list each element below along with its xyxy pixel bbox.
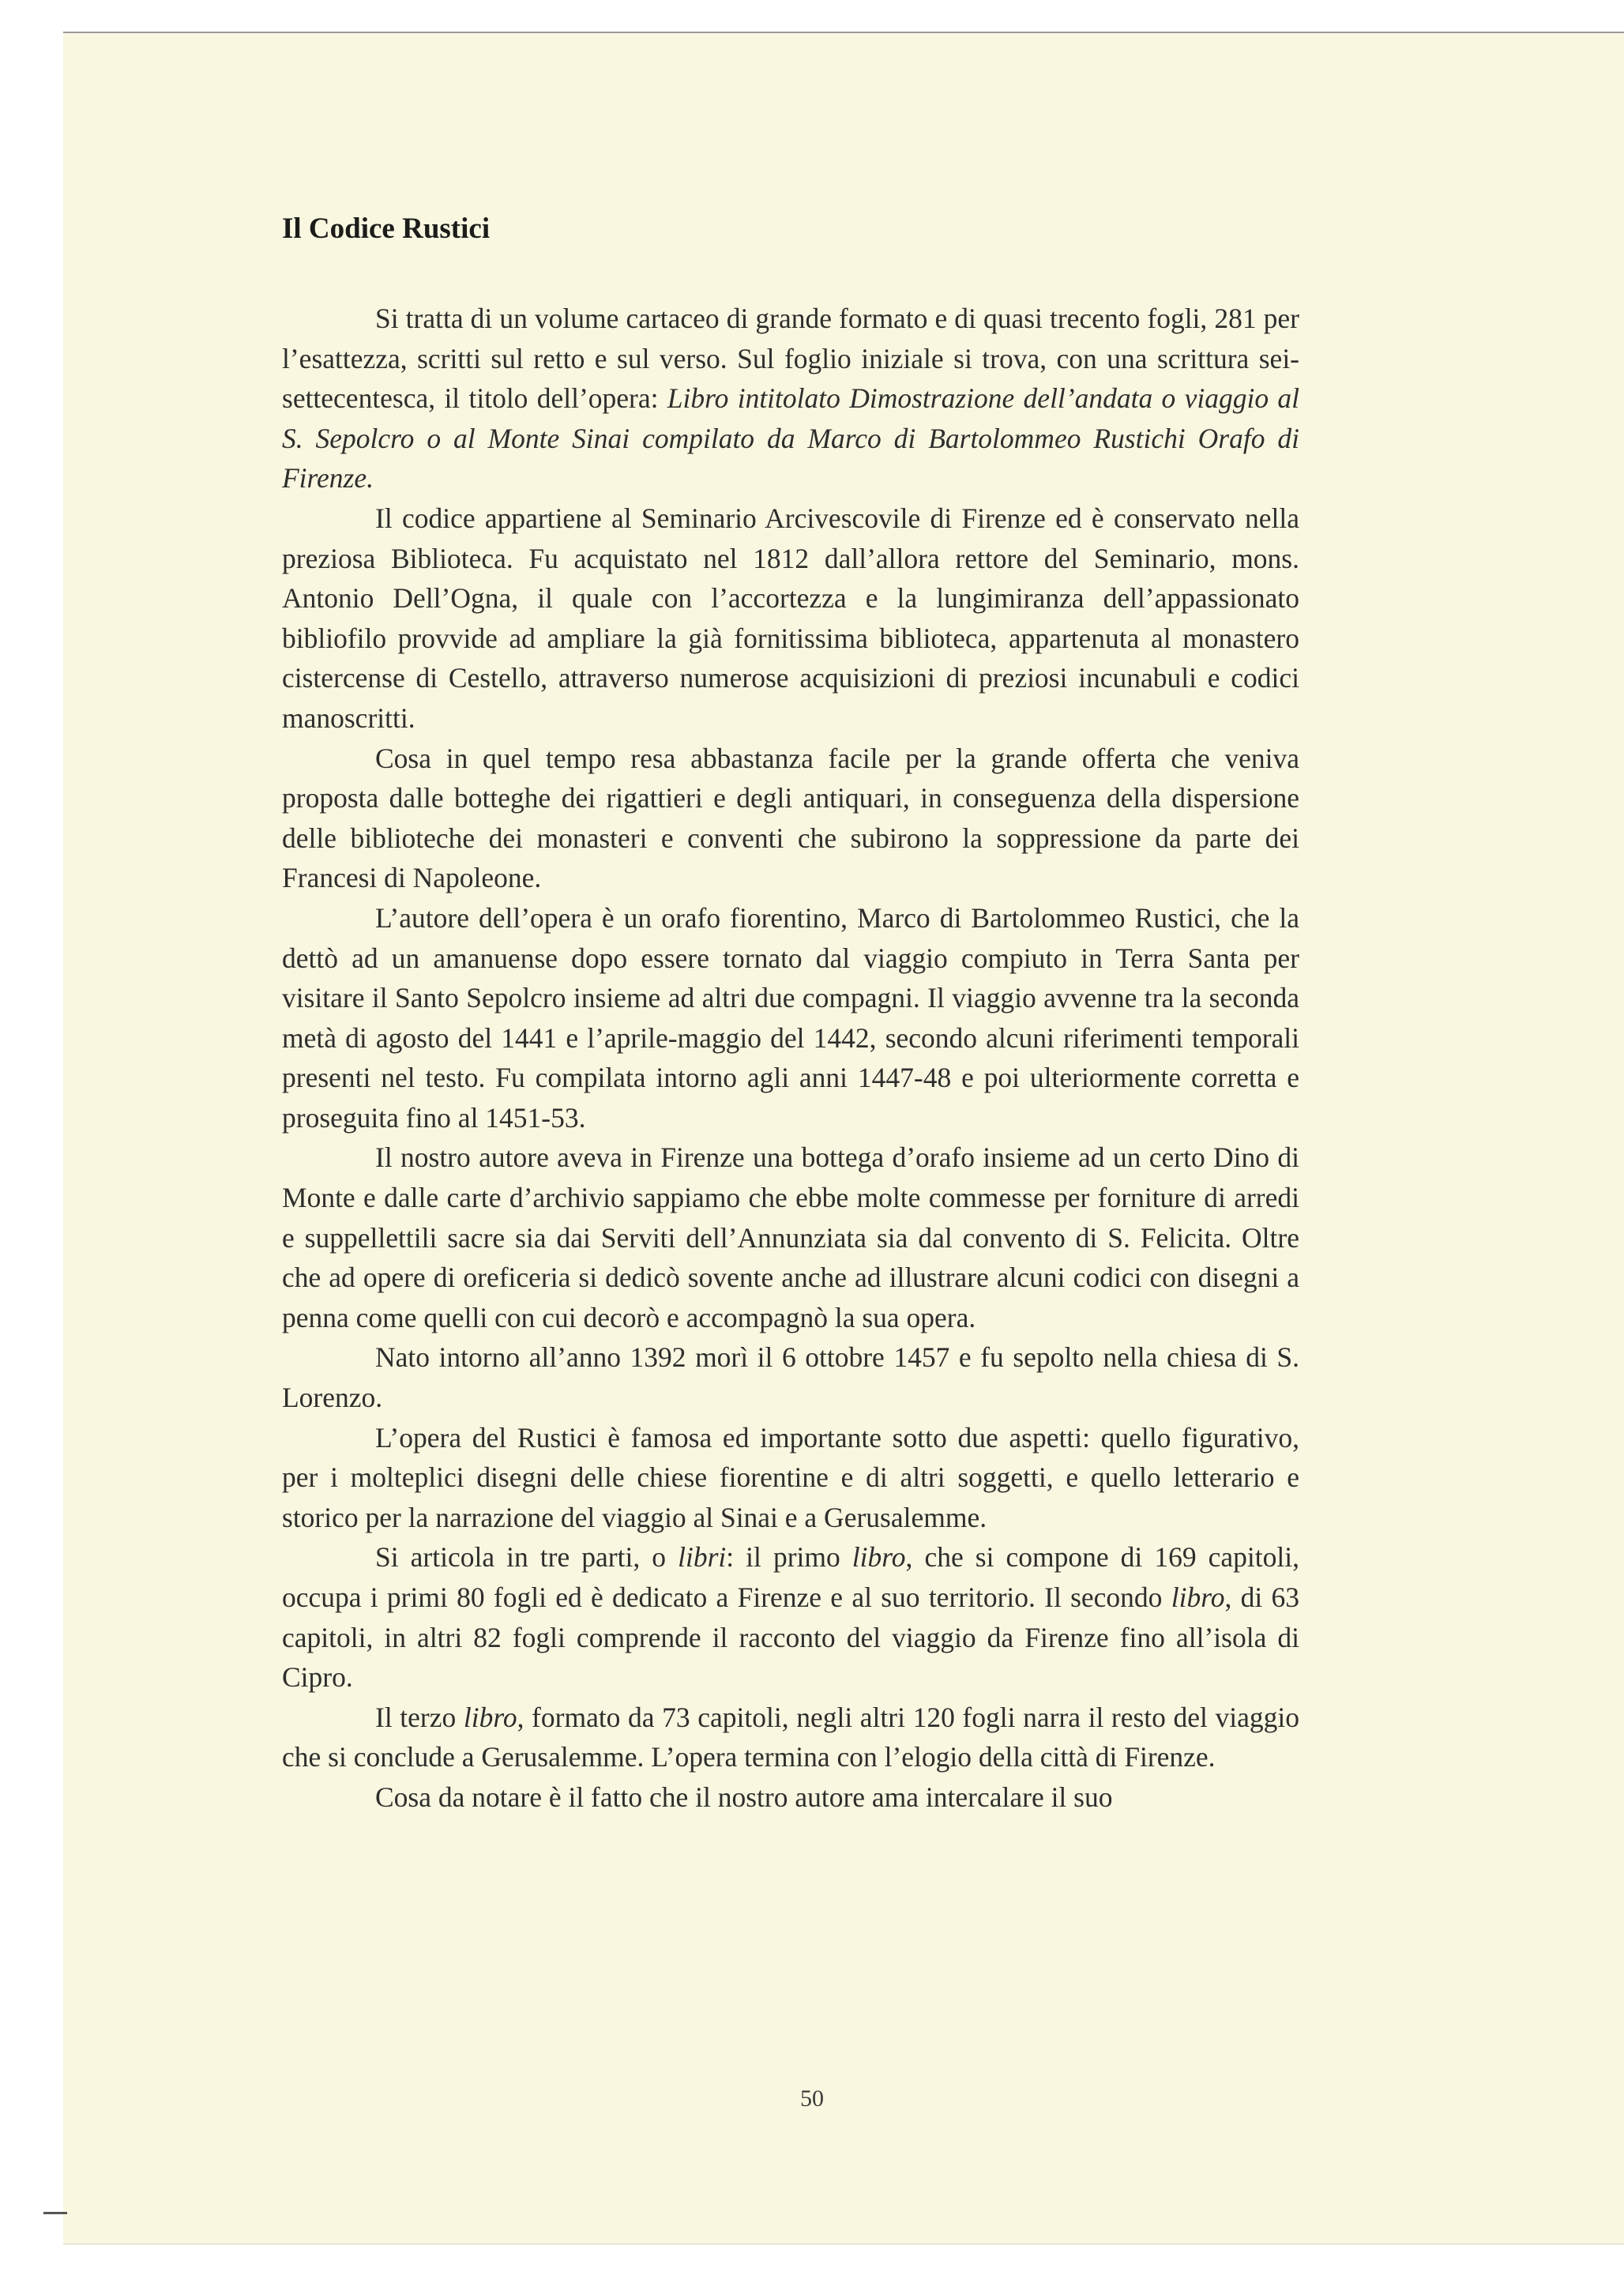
text-segment: Il terzo	[375, 1701, 464, 1733]
text-segment: Si tratta di un volume cartaceo di grande formato e di quasi trecento fogli, 281 per l’esattezza, scritti sul retto e sul verso. Sul foglio iniziale si trova, con una scrittura sei-settecentesca, il titolo dell’opera:	[282, 303, 1299, 415]
paragraph	[282, 898, 1299, 1138]
paragraph	[282, 1138, 1299, 1337]
italic-text-segment: libri	[678, 1541, 727, 1574]
text-segment: : il primo	[726, 1541, 852, 1574]
text-segment: , di 63 capitoli, in altri 82 fogli comprende il racconto del viaggio da Firenze fino all’isola di Cipro.	[282, 1581, 1299, 1694]
scan-corner-mark	[43, 2212, 67, 2214]
italic-text-segment: Libro intitolato Dimostrazione dell’andata o viaggio al S. Sepolcro o al Monte Sinai compilato da Marco di Bartolommeo Rustichi Orafo di Firenze.	[282, 382, 1299, 495]
paragraph	[282, 739, 1299, 898]
text-segment: Si articola in tre parti, o	[375, 1541, 679, 1574]
text-segment: Il codice appartiene al Seminario Arcivescovile di Firenze ed è conservato nella preziosa Biblioteca. Fu acquistato nel 1812 dall’allora rettore del Seminario, mons. Antonio Dell’Ogna, il quale con l’accortezza e la lungimiranza dell’appassionato bibliofilo provvide ad ampliare la già fornitissima biblioteca, appartenuta al monastero cistercense di Cestello, attraverso numerose acquisizioni di preziosi incunabuli e codici manoscritti.	[282, 502, 1299, 734]
paragraph	[282, 1418, 1299, 1538]
body-text	[282, 299, 1299, 1818]
text-segment: , che si compone di 169 capitoli, occupa i primi 80 fogli ed è dedicato a Firenze e al suo territorio. Il secondo	[282, 1541, 1299, 1613]
page-content	[282, 205, 1299, 1818]
italic-text-segment: libro	[1171, 1581, 1225, 1613]
italic-text-segment: libro	[851, 1541, 906, 1574]
section-title: Il Codice Rustici	[282, 212, 491, 245]
text-segment: Cosa da notare è il fatto che il nostro autore ama intercalare il suo	[375, 1781, 1113, 1813]
page-bottom-edge	[63, 2243, 1624, 2244]
paragraph	[282, 1337, 1299, 1417]
text-segment: Il nostro autore aveva in Firenze una bottega d’orafo insieme ad un certo Dino di Monte e dalle carte d’archivio sappiamo che ebbe molte commesse per forniture di arredi e suppellettili sacre sia dai Serviti dell’Annunziata sia dal convento di S. Felicita. Oltre che ad opere di oreficeria si dedicò sovente anche ad illustrare alcuni codici con disegni a penna come quelli con cui decorò e accompagnò la sua opera.	[282, 1141, 1299, 1333]
paragraph	[282, 299, 1299, 498]
text-segment: L’autore dell’opera è un orafo fiorentino, Marco di Bartolommeo Rustici, che la dettò ad un amanuense dopo essere tornato dal viaggio compiuto in Terra Santa per visitare il Santo Sepolcro insieme ad altri due compagni. Il viaggio avvenne tra la seconda metà di agosto del 1441 e l’aprile-maggio del 1442, secondo alcuni riferimenti temporali presenti nel testo. Fu compilata intorno agli anni 1447-48 e poi ulteriormente corretta e proseguita fino al 1451-53.	[282, 901, 1299, 1134]
text-segment: , formato da 73 capitoli, negli altri 120 fogli narra il resto del viaggio che si conclude a Gerusalemme. L’opera termina con l’elogio della città di Firenze.	[282, 1701, 1299, 1773]
text-segment: Cosa in quel tempo resa abbastanza facile per la grande offerta che veniva proposta dalle botteghe dei rigattieri e degli antiquari, in conseguenza della dispersione delle biblioteche dei monasteri e conventi che subirono la soppressione da parte dei Francesi di Napoleone.	[282, 742, 1299, 894]
paragraph	[282, 1537, 1299, 1697]
paragraph	[282, 1777, 1299, 1818]
page-number: 50	[800, 2085, 824, 2112]
text-segment: Nato intorno all’anno 1392 morì il 6 ottobre 1457 e fu sepolto nella chiesa di S. Lorenzo.	[282, 1341, 1299, 1414]
text-segment: L’opera del Rustici è famosa ed importante sotto due aspetti: quello figurativo, per i molteplici disegni delle chiese fiorentine e di altri soggetti, e quello letterario e storico per la narrazione del viaggio al Sinai e a Gerusalemme.	[282, 1421, 1299, 1533]
paragraph	[282, 1698, 1299, 1777]
paragraph	[282, 498, 1299, 739]
italic-text-segment: libro	[463, 1701, 517, 1733]
